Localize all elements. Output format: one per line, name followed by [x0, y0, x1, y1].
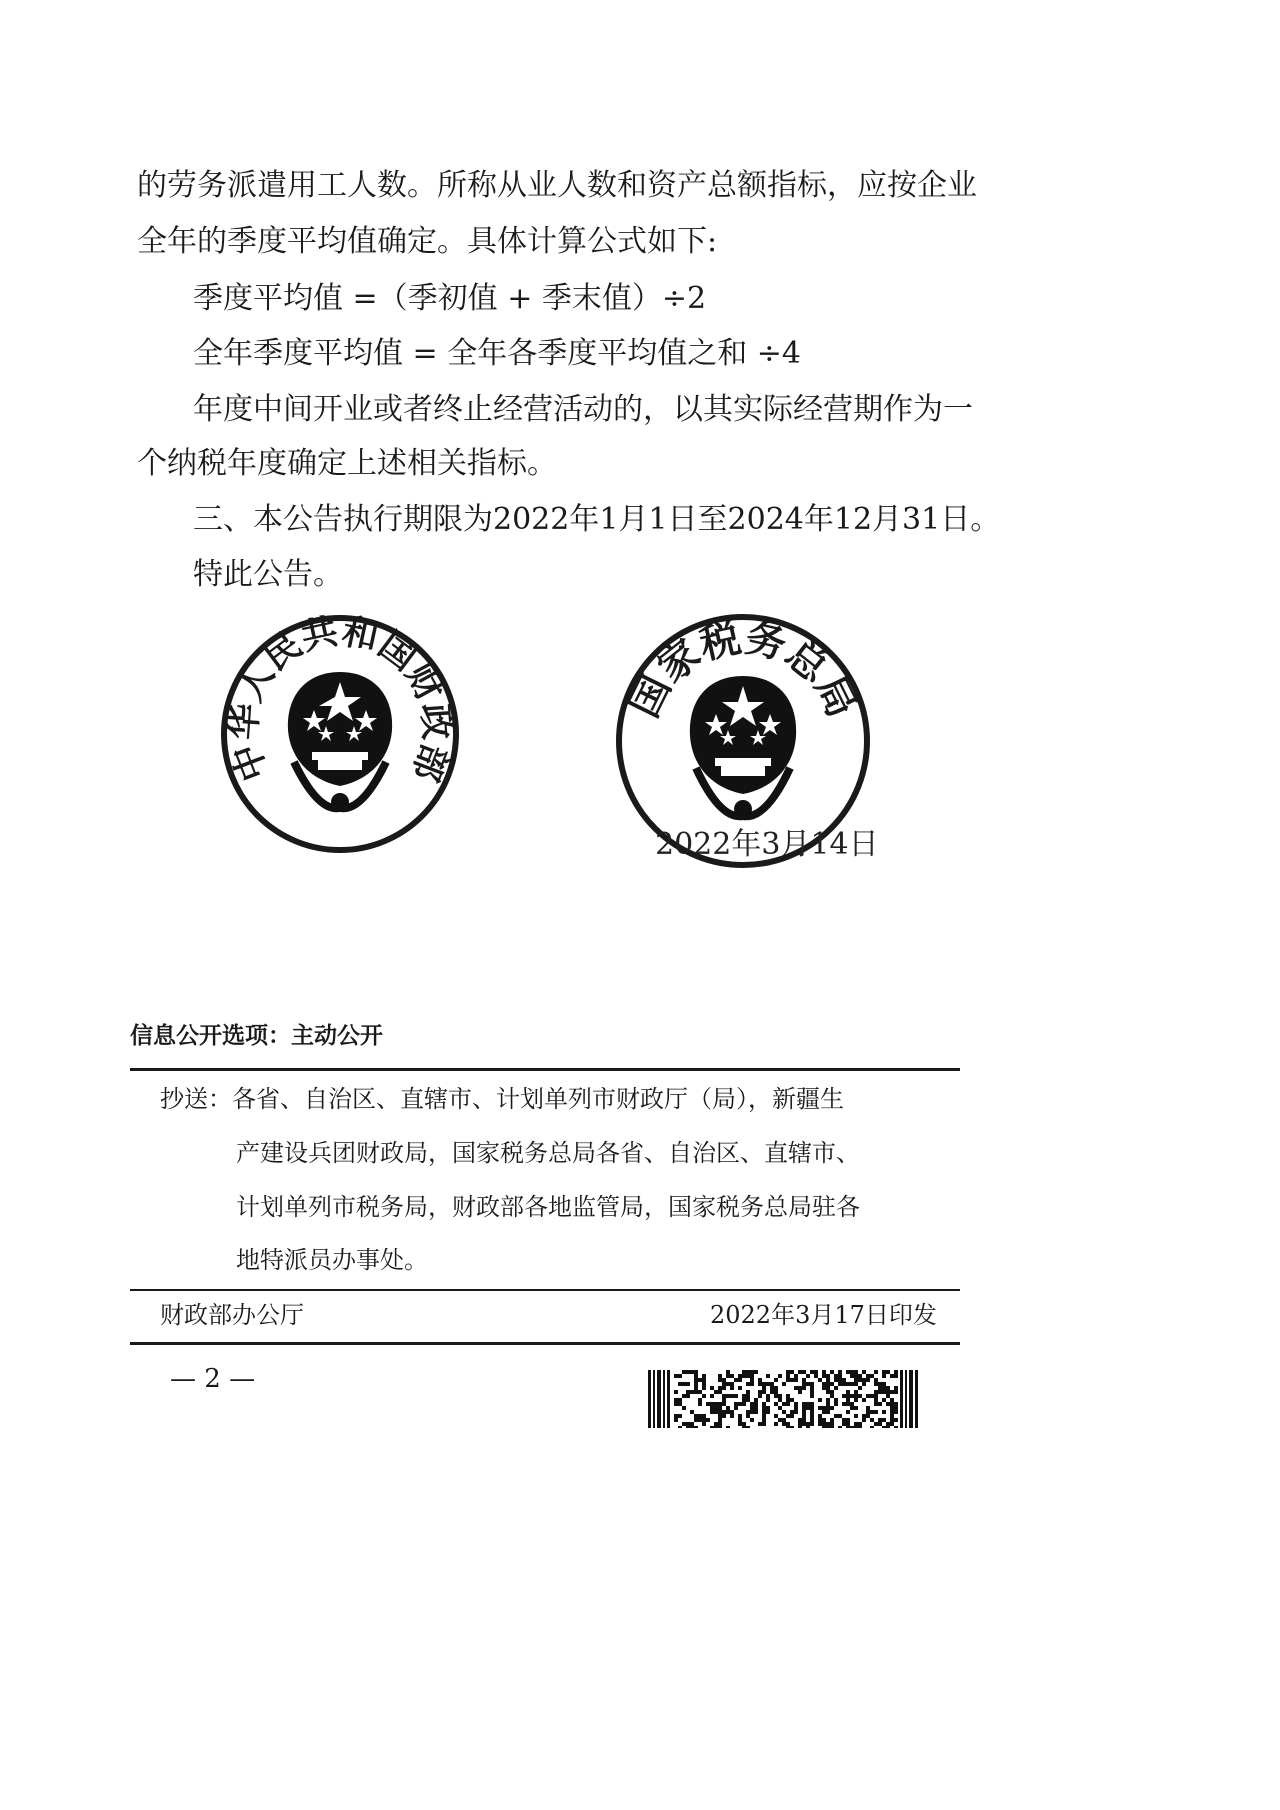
bottom-rule	[130, 1342, 960, 1345]
paragraph-line-2: 全年的季度平均值确定。具体计算公式如下:	[137, 224, 718, 259]
formula-annual-average: 全年季度平均值 = 全年各季度平均值之和 ÷4	[193, 336, 801, 371]
disclosure-option: 信息公开选项：主动公开	[130, 1023, 383, 1049]
ministry-of-finance-seal	[218, 612, 462, 856]
cc-line-3: 计划单列市税务局，财政部各地监管局，国家税务总局驻各	[236, 1193, 860, 1221]
document-barcode-icon	[648, 1370, 920, 1428]
closing-statement: 特此公告。	[193, 557, 343, 592]
cc-line-1: 抄送：各省、自治区、直辖市、计划单列市财政厅（局），新疆生	[160, 1085, 844, 1113]
issue-date: 2022年3月17日印发	[710, 1301, 937, 1329]
issuing-office: 财政部办公厅	[160, 1301, 304, 1329]
paragraph-line-5: 年度中间开业或者终止经营活动的，以其实际经营期作为一	[193, 392, 973, 427]
cc-line-2: 产建设兵团财政局，国家税务总局各省、自治区、直辖市、	[236, 1139, 860, 1167]
left-seal-text: 中华人民共和国财政部	[223, 612, 457, 787]
top-rule	[130, 1068, 960, 1071]
middle-rule	[130, 1289, 960, 1291]
paragraph-line-1: 的劳务派遣用工人数。所称从业人数和资产总额指标，应按企业	[137, 168, 977, 203]
paragraph-line-6: 个纳税年度确定上述相关指标。	[137, 446, 557, 481]
national-emblem-icon	[690, 676, 796, 818]
cc-line-4: 地特派员办事处。	[236, 1246, 428, 1274]
national-emblem-icon	[288, 672, 392, 811]
formula-quarter-average: 季度平均值 =（季初值 + 季末值）÷2	[193, 281, 707, 316]
effective-period-clause: 三、本公告执行期限为2022年1月1日至2024年12月31日。	[193, 502, 1001, 537]
right-seal-text: 国家税务总局	[621, 614, 865, 725]
seal-date: 2022年3月14日	[655, 827, 879, 862]
page-number: — 2 —	[170, 1364, 256, 1394]
